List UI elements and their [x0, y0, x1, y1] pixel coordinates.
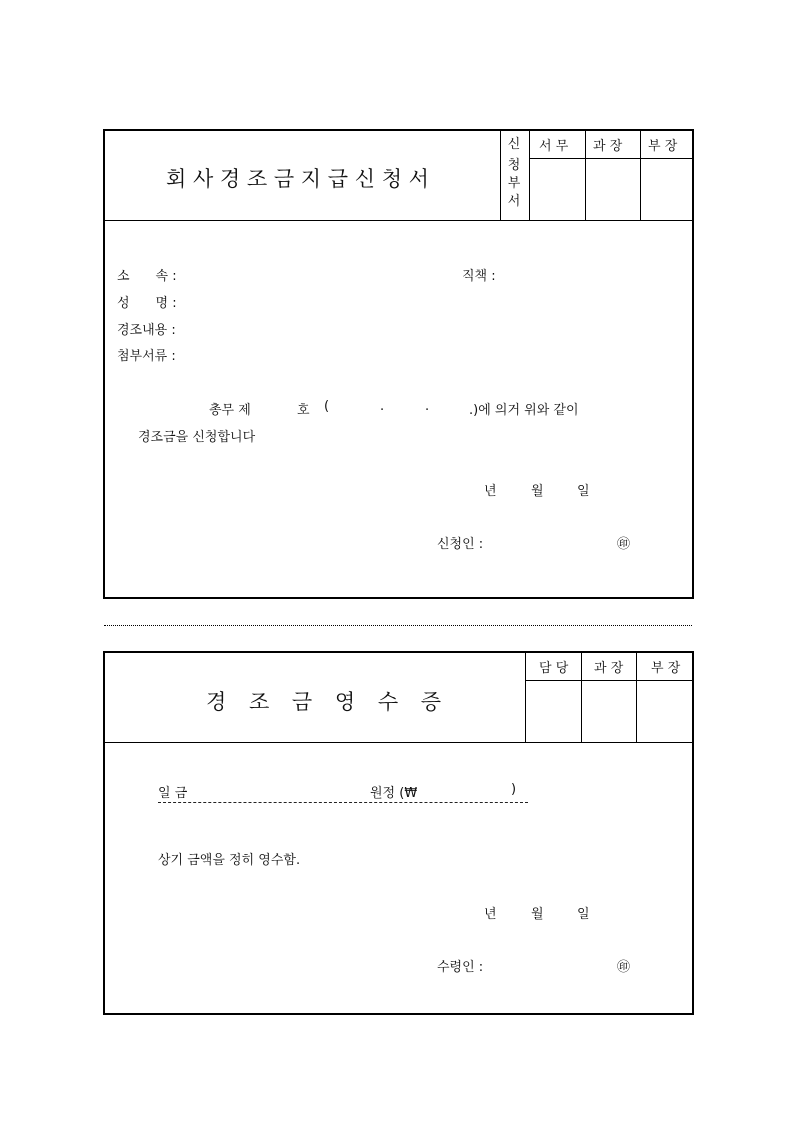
- cut-line-divider: [104, 625, 692, 626]
- receipt-title: 경 조 금 영 수 증: [206, 690, 450, 714]
- application-header-divider: [103, 220, 694, 221]
- approval-head-department-head: 부 장: [648, 139, 678, 154]
- application-title: 회 사 경 조 금 지 급 신 청 서: [166, 167, 429, 191]
- receipt-sign-box-department-head[interactable]: [637, 681, 693, 742]
- approval-head-section-chief: 과 장: [593, 139, 623, 154]
- receipt-approval-head-department-head: 부 장: [651, 661, 681, 676]
- receipt-header-divider: [103, 742, 694, 743]
- dept-column-left-border: [500, 129, 501, 221]
- receipt-sign-box-staff[interactable]: [526, 681, 581, 742]
- field-label-name: 성 명 :: [117, 296, 177, 311]
- dept-char-1: 신: [507, 137, 521, 152]
- basis-text-2: 호: [297, 403, 310, 418]
- basis-text-6: .)에 의거 위와 같이: [469, 403, 579, 418]
- amount-label: 일 금: [158, 786, 188, 801]
- amount-close: ): [511, 782, 517, 797]
- application-date-year: 년: [484, 484, 497, 499]
- recipient-label: 수령인 :: [437, 960, 484, 975]
- receipt-sign-box-section-chief[interactable]: [582, 681, 636, 742]
- field-label-attachments: 첨부서류 :: [117, 349, 176, 364]
- approval-sign-box-general-affairs[interactable]: [530, 159, 585, 220]
- receipt-statement: 상기 금액을 정히 영수함.: [158, 853, 301, 868]
- dept-vertical-label: [506, 137, 522, 209]
- basis-text-1: 총무 제: [209, 403, 251, 418]
- basis-text-5: .: [425, 399, 430, 414]
- receipt-date-month: 월: [531, 907, 544, 922]
- field-label-event: 경조내용 :: [117, 323, 176, 338]
- request-line: 경조금을 신청합니다: [138, 430, 256, 445]
- dept-char-4: 서: [507, 194, 521, 209]
- receipt-date-day: 일: [577, 907, 590, 922]
- amount-suffix: 원정 (₩: [370, 786, 418, 801]
- receipt-date-year: 년: [484, 907, 497, 922]
- applicant-label: 신청인 :: [437, 537, 484, 552]
- amount-underline: [158, 802, 528, 803]
- basis-text-3: (: [324, 399, 330, 414]
- approval-sign-box-section-chief[interactable]: [586, 159, 640, 220]
- recipient-seal-icon: ㊞: [617, 960, 631, 975]
- applicant-seal-icon: ㊞: [617, 537, 631, 552]
- dept-char-2: 청: [507, 158, 521, 173]
- basis-text-4: .: [380, 399, 385, 414]
- field-label-position: 직책 :: [462, 269, 496, 284]
- field-label-affiliation: 소 속 :: [117, 269, 177, 284]
- receipt-approval-head-section-chief: 과 장: [594, 661, 624, 676]
- approval-sign-box-department-head[interactable]: [641, 159, 693, 220]
- dept-char-3: 부: [507, 176, 521, 191]
- receipt-approval-head-staff: 담 당: [539, 661, 569, 676]
- application-date-day: 일: [577, 484, 590, 499]
- application-date-month: 월: [531, 484, 544, 499]
- approval-head-general-affairs: 서 무: [539, 139, 569, 154]
